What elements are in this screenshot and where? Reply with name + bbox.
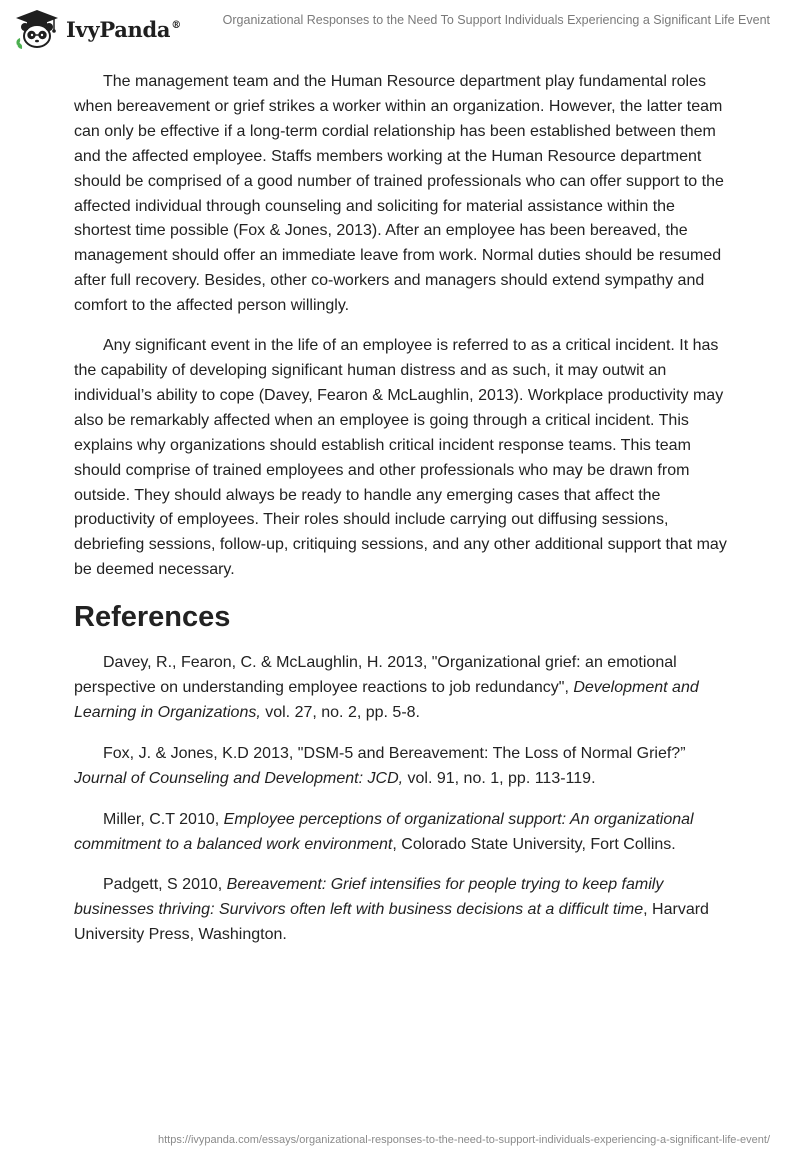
reference-source: Development and Learning in Organizations,	[74, 679, 699, 721]
registered-mark: ®	[171, 19, 181, 31]
reference-item	[74, 742, 730, 792]
document-content	[74, 70, 730, 964]
reference-text: Davey, R., Fearon, C. & McLaughlin, H. 2013, "Organizational grief: an emotional perspective on understanding employee reactions to job redundancy",	[74, 654, 677, 697]
reference-item	[74, 808, 730, 858]
body-paragraph: The management team and the Human Resource department play fundamental roles when bereavement or grief strikes a worker within an organization. However, the latter team can only be effective if a long-term cordial relationship has been established between them and the affected employee. Staffs members working at the Human Resource department should be comprised of a good number of trained professionals who can offer support to the affected individual through counseling and soliciting for material assistance within the shortest time possible (Fox & Jones, 2013). After an employee has been bereaved, the management should offer an immediate leave from work. Normal duties should be resumed after full recovery. Besides, other co-workers and managers should extend sympathy and comfort to the affected person willingly.	[74, 73, 724, 315]
reference-source: Employee perceptions of organizational support: An organizational commitment to a balanced work environment	[74, 810, 694, 853]
panda-graduate-logo-icon	[14, 8, 60, 50]
reference-text: Miller, C.T 2010,	[103, 810, 224, 828]
footer-url[interactable]: https://ivypanda.com/essays/organizational-responses-to-the-need-to-support-individuals-experiencing-a-significant-life-event/	[157, 1134, 770, 1146]
page-header	[0, 0, 800, 60]
reference-item	[74, 651, 730, 726]
reference-text: Padgett, S 2010,	[103, 876, 227, 894]
reference-details: vol. 27, no. 2, pp. 5-8.	[260, 703, 420, 721]
reference-item	[74, 873, 730, 948]
brand-logo[interactable]	[14, 8, 181, 50]
reference-details: vol. 91, no. 1, pp. 113-119.	[403, 769, 596, 787]
reference-source: Journal of Counseling and Development: JCD,	[74, 769, 404, 787]
document-title: Organizational Responses to the Need To Support Individuals Experiencing a Significant Life Event	[222, 13, 770, 27]
references-heading: References	[74, 601, 231, 634]
reference-source: Bereavement: Grief intensifies for people trying to keep family businesses thriving: Survivors often left with business decisions at a difficult time	[74, 876, 664, 919]
brand-text: IvyPanda	[66, 16, 171, 42]
brand-name	[66, 17, 181, 42]
reference-details: , Colorado State University, Fort Collins.	[392, 835, 676, 853]
reference-details: , Harvard University Press, Washington.	[74, 901, 709, 944]
body-paragraph: Any significant event in the life of an employee is referred to as a critical incident. It has the capability of developing significant human distress and as such, it may outwit an individual’s ability to cope (Davey, Fearon & McLaughlin, 2013). Workplace productivity may also be remarkably affected when an employee is going through a critical incident. This explains why organizations should establish critical incident response teams. This team should comprise of trained employees and other professionals who may be drawn from outside. They should always be ready to handle any emerging cases that affect the productivity of employees. Their roles should include carrying out diffusing sessions, debriefing sessions, follow-up, critiquing sessions, and any other additional support that may be deemed necessary.	[74, 337, 727, 579]
reference-text: Fox, J. & Jones, K.D 2013, "DSM-5 and Bereavement: The Loss of Normal Grief?”	[103, 744, 686, 762]
